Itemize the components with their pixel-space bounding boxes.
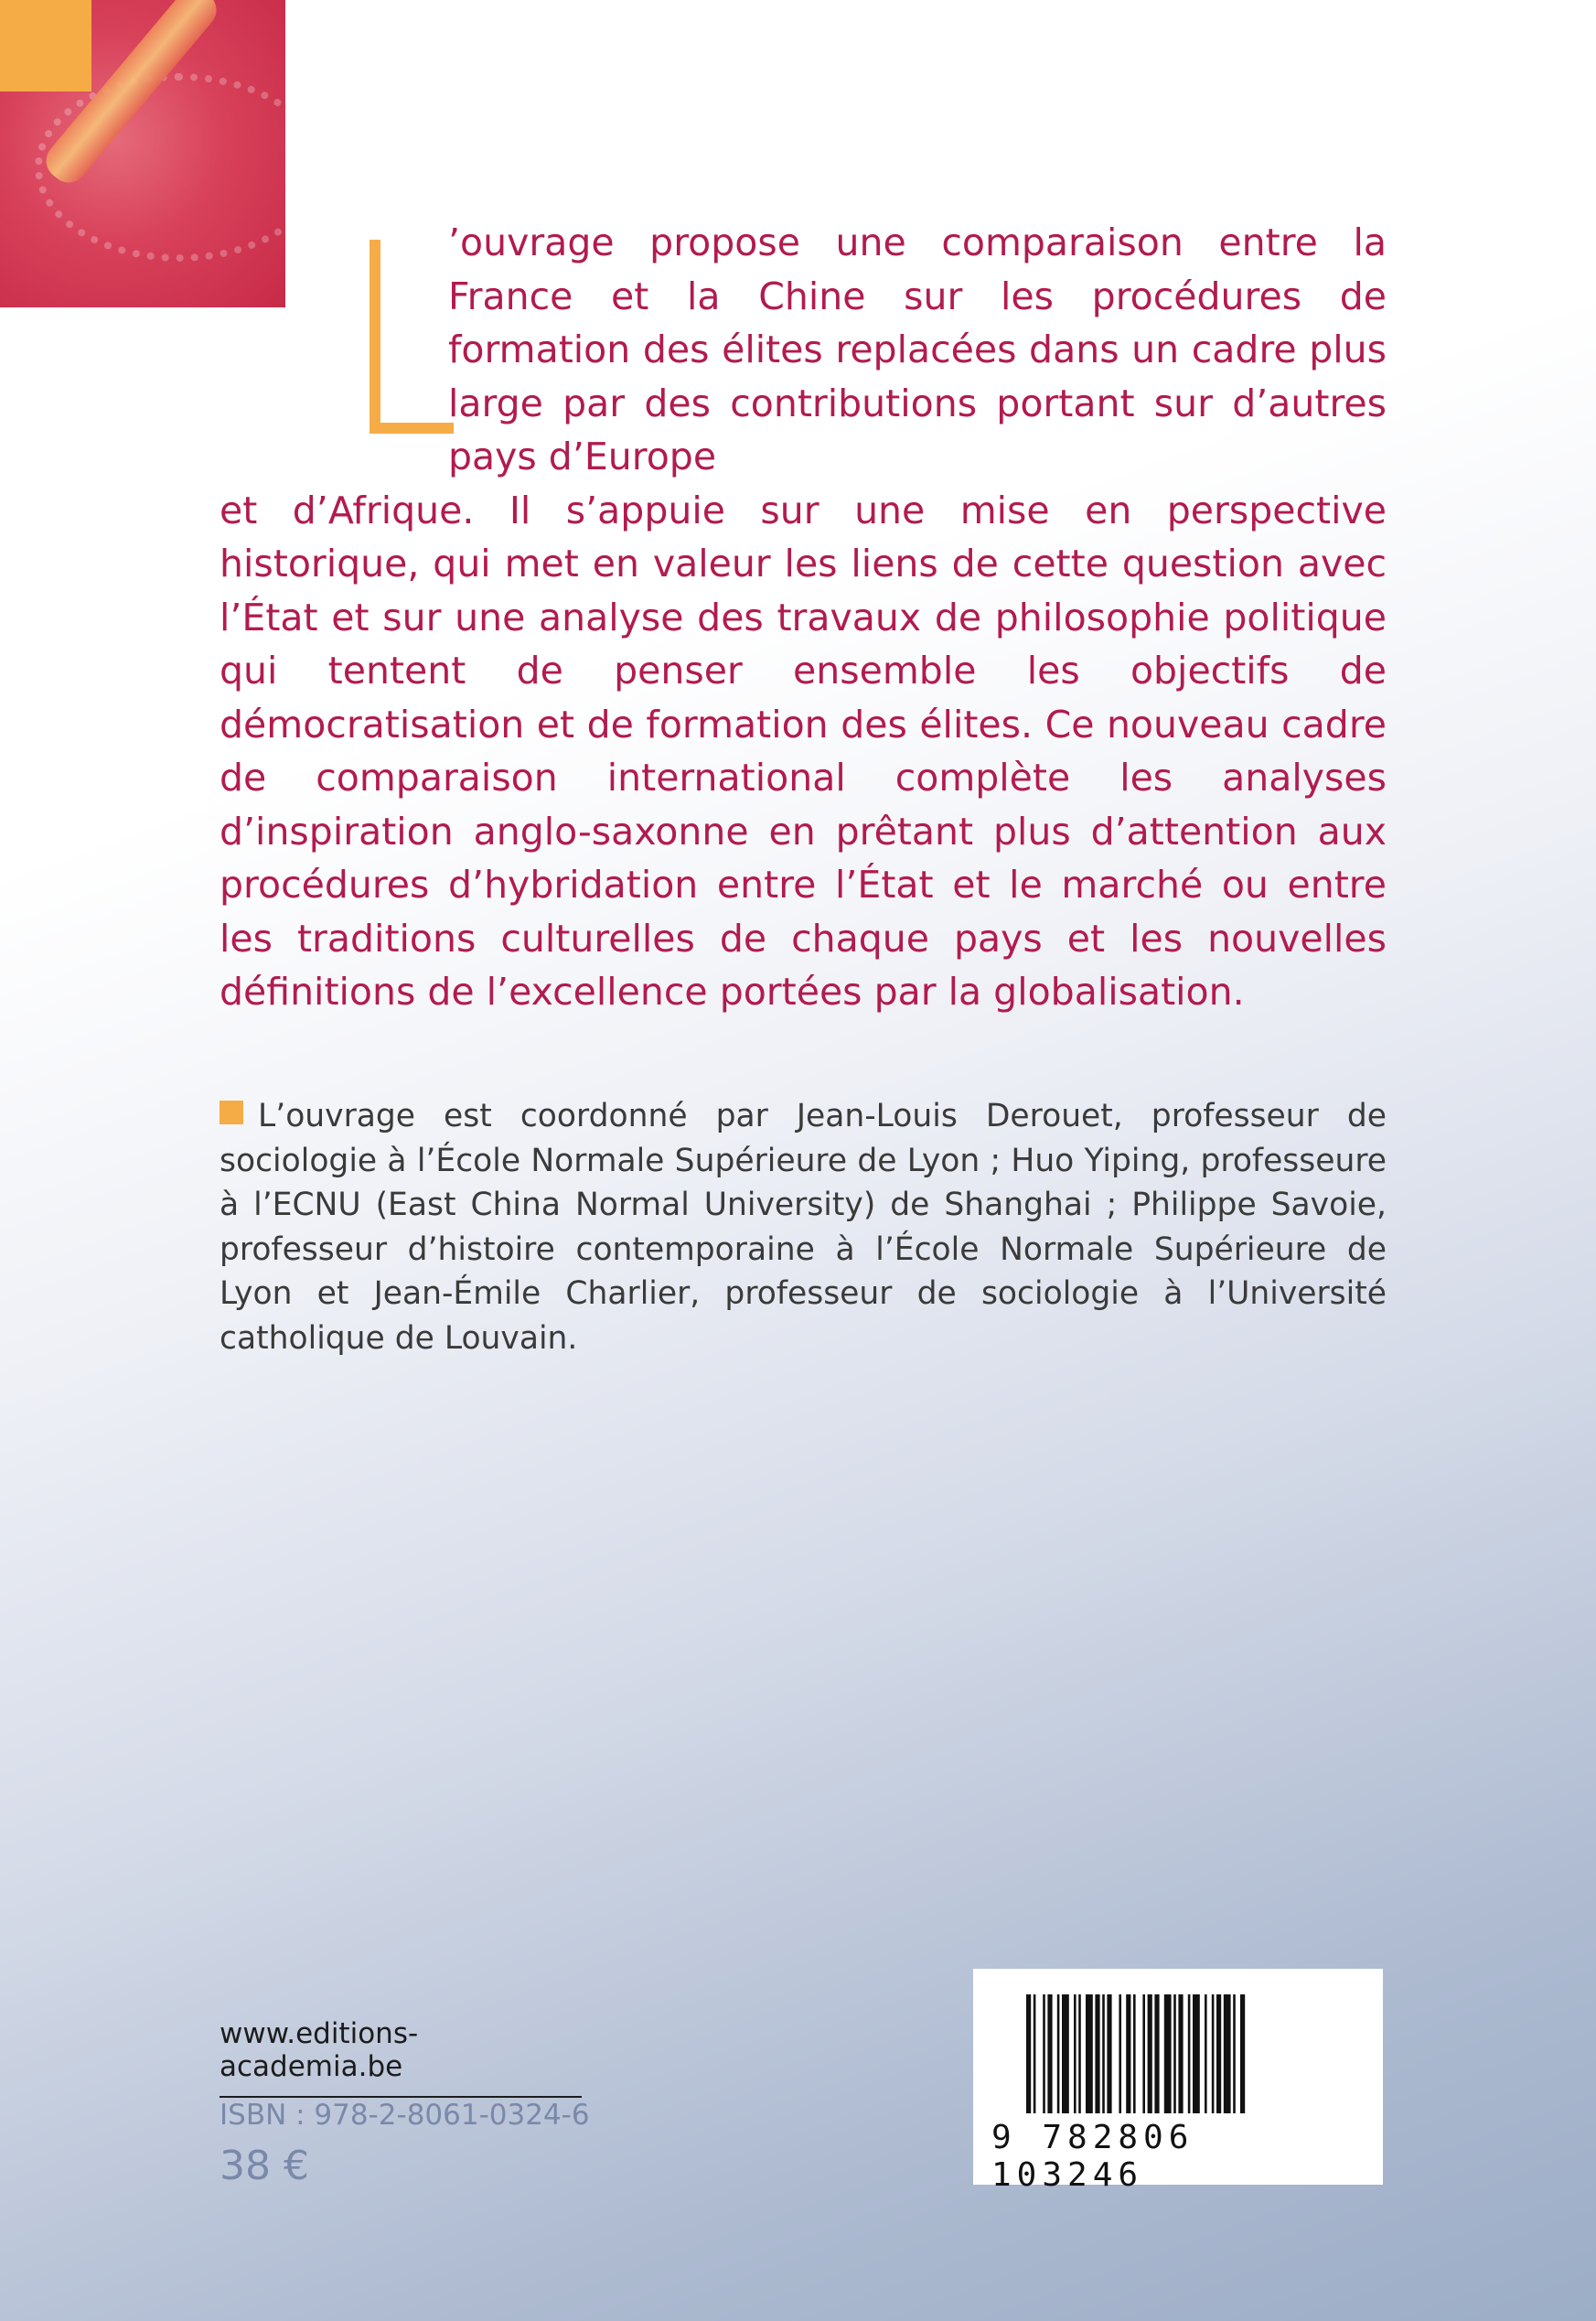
barcode-bar (1034, 1994, 1036, 2113)
barcode-bar (1205, 1994, 1207, 2113)
barcode-bar (1086, 1994, 1093, 2113)
description-text (220, 216, 1387, 1019)
barcode-bar (1188, 1994, 1191, 2113)
barcode-bar (1043, 1994, 1045, 2113)
barcode-bar (1233, 1994, 1236, 2113)
barcode-bar (1107, 1994, 1111, 2113)
description-block (220, 216, 1387, 1019)
barcode-bar (1173, 1994, 1176, 2113)
barcode-bar (1102, 1994, 1105, 2113)
description-rest: et d’Afrique. Il s’appuie sur une mise en perspective historique, qui met en valeur les liens de cette question avec l’État et sur une analyse des travaux de philosophie politique qui tentent de penser ensemble les objectifs de démocratisation et de formation des élites. Ce nouveau cadre de comparaison international complète les analyses d’inspiration anglo-saxonne en prêtant plus d’attention aux procédures d’hybridation entre l’État et le marché ou entre les traditions culturelles de chaque pays et les nouvelles définitions de l’excellence portées par la globalisation. (220, 488, 1387, 1014)
barcode-digits: 9 782806 103246 (991, 2119, 1194, 2194)
barcode (973, 1969, 1383, 2194)
barcode-bar (1095, 1994, 1099, 2113)
barcode-bar (1074, 1994, 1076, 2113)
isbn: ISBN : 978-2-8061-0324-6 (220, 2099, 590, 2132)
bullet-square-icon (220, 1101, 243, 1124)
editors-bio (220, 1094, 1387, 1360)
orange-square-icon (0, 0, 91, 91)
barcode-bar (1154, 1994, 1159, 2113)
barcode-bar (1078, 1994, 1081, 2113)
barcode-bars (1026, 1994, 1328, 2122)
barcode-bar (1148, 1994, 1152, 2113)
barcode-bar (1178, 1994, 1183, 2113)
barcode-bar (1212, 1994, 1215, 2113)
barcode-bar (1126, 1994, 1130, 2113)
barcode-bar (1133, 1994, 1136, 2113)
barcode-bar (1062, 1994, 1069, 2113)
editors-bio-text: L’ouvrage est coordonné par Jean-Louis Derouet, professeur de sociologie à l’École Normale Supérieure de Lyon ; Huo Yiping, professeure à l’ECNU (East China Normal University) de Shanghai ; Philippe Savoie, professeur d’histoire contemporaine à l’École Normale Supérieure de Lyon et Jean-Émile Charlier, professeur de sociologie à l’Université catholique de Louvain. (220, 1098, 1387, 1357)
barcode-bar (1142, 1994, 1145, 2113)
barcode-bar (1057, 1994, 1060, 2113)
barcode-bar (1240, 1994, 1245, 2113)
barcode-bar (1119, 1994, 1121, 2113)
price: 38 € (220, 2143, 309, 2189)
website-url: www.editions-academia.be (220, 2017, 582, 2098)
barcode-bar (1047, 1994, 1052, 2113)
barcode-bar (1216, 1994, 1221, 2113)
barcode-bar (1164, 1994, 1172, 2113)
barcode-bar (1026, 1994, 1031, 2113)
description-first-part: ’ouvrage propose une comparaison entre la France et la Chine sur les procédures de formation des élites replacées dans un cadre plus large par des contributions portant sur d’autres pays d’Europe (448, 220, 1387, 478)
barcode-bar (1193, 1994, 1200, 2113)
barcode-bar (1224, 1994, 1231, 2113)
